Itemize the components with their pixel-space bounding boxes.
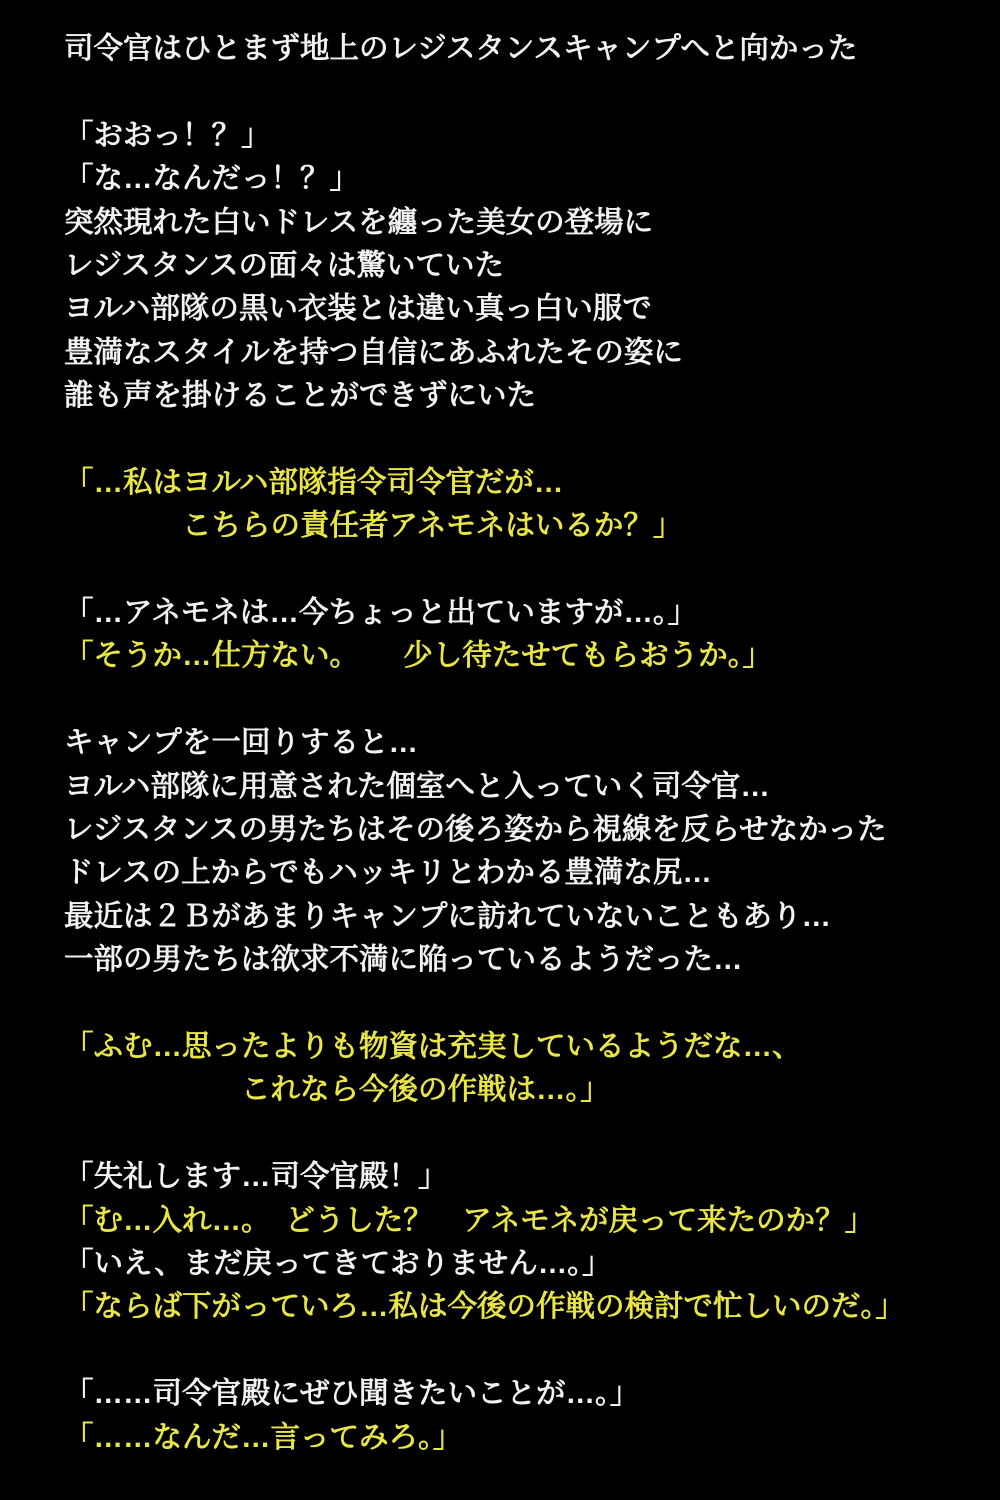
text-line xyxy=(64,678,980,721)
text-line: 「む…入れ…。 どうした？ アネモネが戻って来たのか？」 xyxy=(64,1203,875,1237)
text-line: 豊満なスタイルを持つ自信にあふれたその姿に xyxy=(64,335,683,369)
text-line xyxy=(64,418,980,461)
text-line: キャンプを一回りすると… xyxy=(64,726,419,760)
text-line: 「…私はヨルハ部隊指令司令官だが… xyxy=(64,465,564,499)
text-line: これなら今後の作戦は…。」 xyxy=(64,1073,610,1107)
text-line xyxy=(64,70,980,113)
text-line: ヨルハ部隊に用意された個室へと入っていく司令官… xyxy=(64,769,770,803)
text-line: 「ふむ…思ったよりも物資は充実しているようだな…、 xyxy=(64,1029,802,1063)
text-line: 「……なんだ…言ってみろ。」 xyxy=(64,1420,463,1454)
text-line xyxy=(64,982,980,1025)
text-line: ドレスの上からでもハッキリとわかる豊満な尻… xyxy=(64,856,712,890)
text-line: 「いえ、まだ戻ってきておりません…。」 xyxy=(64,1246,612,1280)
text-line: 突然現れた白いドレスを纏った美女の登場に xyxy=(64,205,654,239)
text-line: 「……司令官殿にぜひ聞きたいことが…。」 xyxy=(64,1377,640,1411)
text-line xyxy=(64,548,980,591)
text-line xyxy=(64,1329,980,1372)
text-line: 「ならば下がっていろ…私は今後の作戦の検討で忙しいのだ。」 xyxy=(64,1290,905,1324)
text-line: レジスタンスの面々は驚いていた xyxy=(64,248,504,282)
story-text xyxy=(64,27,980,1459)
text-line: 「…アネモネは…今ちょっと出ていますが…。」 xyxy=(64,596,698,630)
text-line: こちらの責任者アネモネはいるか？」 xyxy=(64,509,683,543)
text-line: 一部の男たちは欲求不満に陥っているようだった… xyxy=(64,943,743,977)
text-line: 「おおっ！？」 xyxy=(64,118,271,152)
text-line: 「失礼します…司令官殿！」 xyxy=(64,1160,448,1194)
text-line: 「そうか…仕方ない。 少し待たせてもらおうか。」 xyxy=(64,639,773,673)
text-line: 「な…なんだっ！？」 xyxy=(64,162,360,196)
text-line: 最近は２Ｂがあまりキャンプに訪れていないこともあり… xyxy=(64,899,832,933)
text-line: ヨルハ部隊の黒い衣装とは違い真っ白い服で xyxy=(64,292,652,326)
text-line: 誰も声を掛けることができずにいた xyxy=(64,379,537,413)
text-line xyxy=(64,1112,980,1155)
text-line: 司令官はひとまず地上のレジスタンスキャンプへと向かった xyxy=(64,32,858,65)
text-line: レジスタンスの男たちはその後ろ姿から視線を反らせなかった xyxy=(64,813,887,847)
